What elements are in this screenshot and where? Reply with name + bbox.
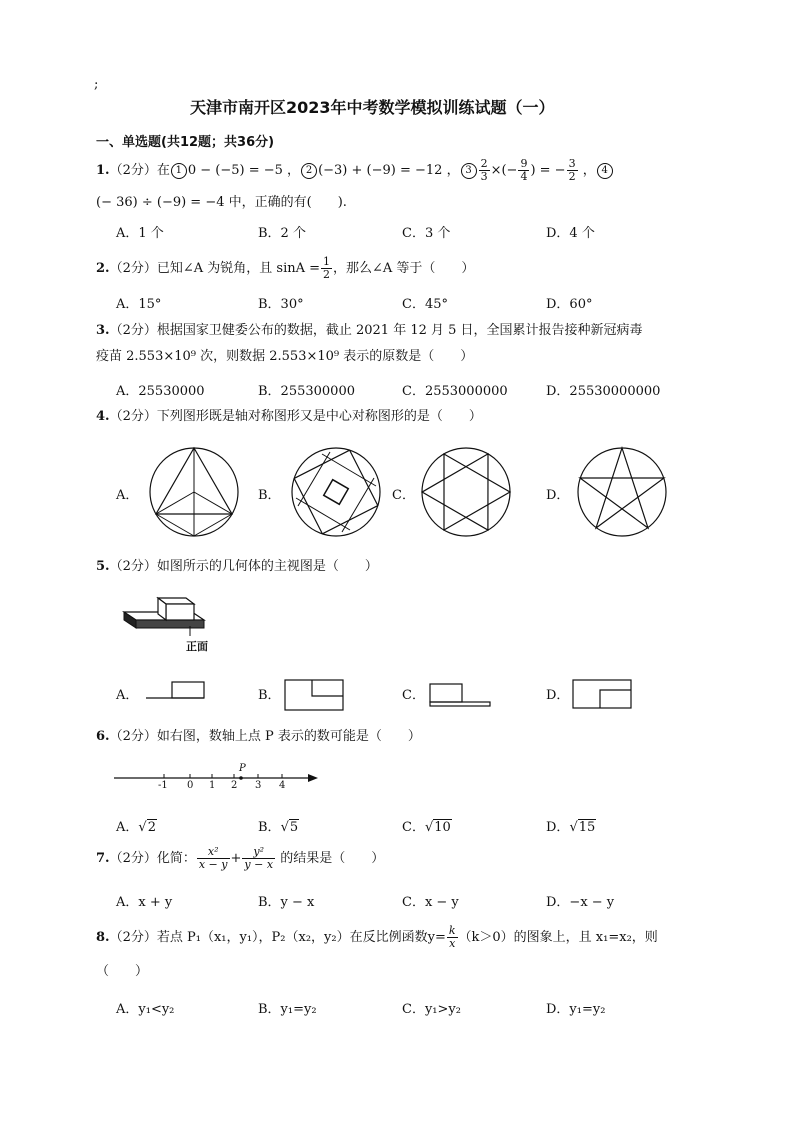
radicand: 5 [289, 820, 299, 835]
question-6 [96, 728, 421, 746]
question-number: 4. [96, 409, 110, 424]
question-text: （2分）在 [109, 163, 170, 178]
option-c: C．x − y [402, 895, 459, 910]
question-number: 1. [96, 163, 110, 178]
denominator: x − y [198, 858, 228, 871]
option-b: B． [258, 488, 281, 503]
figure-circle-square-pinwheel [290, 446, 382, 538]
tick-label: 4 [279, 780, 286, 791]
numerator: 1 [323, 255, 331, 268]
question-number: 6. [96, 729, 110, 744]
option-b: B．2 个 [258, 226, 306, 241]
question-3-line2: 疫苗 2.553×10⁹ 次，则数据 2.553×10⁹ 表示的原数是（ ） [96, 349, 474, 364]
option-a: A．√2 [116, 820, 156, 835]
option-letter: B． [258, 820, 281, 835]
expression: ×(− [490, 163, 518, 178]
option-d: D．√15 [546, 820, 596, 835]
view-option-d [572, 678, 634, 710]
denominator: 4 [520, 170, 528, 183]
question-text: （2分）根据国家卫健委公布的数据，截止 2021 年 12 月 5 日，全国累计报告接种新冠病毒 [109, 323, 643, 338]
view-option-b [284, 678, 346, 712]
option-a: A．25530000 [116, 384, 205, 399]
question-text: （2分）若点 P₁（x₁，y₁），P₂（x₂，y₂）在反比例函数y= [109, 930, 446, 945]
question-number: 8. [96, 930, 110, 945]
fraction [447, 925, 458, 950]
numerator: 2 [480, 157, 488, 170]
question-4 [96, 408, 482, 426]
front-view-label: 正面 [186, 640, 208, 653]
fraction [479, 158, 490, 183]
question-number: 2. [96, 261, 110, 276]
question-number: 5. [96, 559, 110, 574]
question-number: 3. [96, 323, 110, 338]
circled-number: 1 [171, 163, 187, 179]
option-b: B．√5 [258, 820, 299, 835]
question-2 [96, 256, 474, 281]
radicand: 10 [434, 820, 451, 835]
option-b: B．y₁=y₂ [258, 1002, 317, 1017]
tick-label: -1 [158, 780, 168, 791]
option-a: A．y₁<y₂ [116, 1002, 175, 1017]
question-text: （2分）化简： [109, 851, 196, 866]
denominator: y − x [244, 858, 274, 871]
option-d: D．25530000000 [546, 384, 661, 399]
option-c: C．√10 [402, 820, 451, 835]
option-a: A．15° [116, 297, 162, 312]
figure-circle-pentagram [576, 446, 668, 538]
expression: 0 − (−5) = −5 [187, 163, 283, 178]
question-text: （k＞0）的图象上，且 x₁=x₂，则 [458, 930, 658, 945]
numerator: y² [242, 846, 275, 859]
numerator: 3 [568, 157, 576, 170]
option-c: C． [392, 488, 415, 503]
option-d: D．−x − y [546, 895, 615, 910]
option-letter: D． [546, 820, 570, 835]
tick-label: 3 [255, 780, 262, 791]
option-c: C．y₁>y₂ [402, 1002, 461, 1017]
denominator: 2 [568, 170, 576, 183]
tick-label: 1 [209, 780, 216, 791]
fraction [321, 256, 332, 281]
numerator: x² [197, 846, 230, 859]
tick-label: 2 [231, 780, 238, 791]
option-d: D．60° [546, 297, 593, 312]
number-line [112, 760, 322, 796]
question-1: 1.（2分）在 1 0 − (−5) = −5 ， 2 (−3) + (−9) = −12 ， 3 $\frac{2}{3}$ ×(− $\frac{9}{4}$ ) = − $\frac{3}{2}$ ， 4 [96, 158, 614, 183]
option-b: B．255300000 [258, 384, 355, 399]
figure-circle-hexagram [420, 446, 512, 538]
tick-label: 0 [187, 780, 194, 791]
page-title: 天津市南开区2023年中考数学模拟训练试题（一） [190, 98, 555, 117]
question-8-line2: （ ） [96, 964, 149, 979]
option-a: A．x + y [116, 895, 173, 910]
stray-mark: ; [94, 77, 99, 92]
question-8 [96, 925, 658, 950]
figure-circle-triangle [148, 446, 240, 538]
section-heading: 一、单选题(共12题；共36分) [96, 135, 275, 150]
option-b: B．y − x [258, 895, 315, 910]
question-text: （2分）如图所示的几何体的主视图是（ ） [109, 559, 378, 574]
option-letter: C． [402, 820, 425, 835]
radicand: 15 [578, 820, 596, 835]
question-text: ，那么∠A 等于（ ） [333, 261, 475, 276]
numerator: 9 [520, 157, 528, 170]
circled-number: 2 [301, 163, 317, 179]
option-c: C．45° [402, 297, 448, 312]
question-3 [96, 322, 643, 340]
radicand: 2 [147, 820, 156, 835]
option-b: B． [258, 688, 281, 703]
option-a: A． [116, 488, 139, 503]
point-p-label: P [239, 763, 246, 774]
option-d: D．y₁=y₂ [546, 1002, 606, 1017]
option-d: D． [546, 688, 570, 703]
option-b: B．30° [258, 297, 304, 312]
option-d: D． [546, 488, 570, 503]
fraction [567, 158, 578, 183]
question-text: （2分）下列图形既是轴对称图形又是中心对称图形的是（ ） [109, 409, 482, 424]
denominator: x [449, 937, 456, 950]
option-c: C．3 个 [402, 226, 451, 241]
circled-number: 4 [597, 163, 613, 179]
question-1-line2: (− 36) ÷ (−9) = −4 中，正确的有( ). [96, 195, 347, 210]
fraction [518, 158, 529, 183]
view-option-c [428, 682, 494, 708]
option-d: D．4 个 [546, 226, 595, 241]
fraction [242, 846, 275, 871]
option-c: C．2553000000 [402, 384, 508, 399]
question-number: 7. [96, 851, 110, 866]
option-c: C． [402, 688, 425, 703]
option-a: A．1 个 [116, 226, 164, 241]
denominator: 2 [323, 268, 331, 281]
circled-number: 3 [461, 163, 477, 179]
plus-sign: + [230, 851, 242, 866]
question-text: （2分）如右图，数轴上点 P 表示的数可能是（ ） [109, 729, 421, 744]
option-a: A． [116, 688, 139, 703]
question-7 [96, 846, 384, 871]
expression: (−3) + (−9) = −12 [318, 163, 443, 178]
expression: ) = − [530, 163, 566, 178]
view-option-a [144, 680, 208, 702]
question-text: 的结果是（ ） [280, 851, 385, 866]
question-text: （2分）已知∠A 为锐角，且 sinA = [109, 261, 321, 276]
option-letter: A． [116, 820, 139, 835]
numerator: k [448, 924, 456, 937]
fraction [197, 846, 230, 871]
question-5 [96, 558, 378, 576]
denominator: 3 [480, 170, 488, 183]
